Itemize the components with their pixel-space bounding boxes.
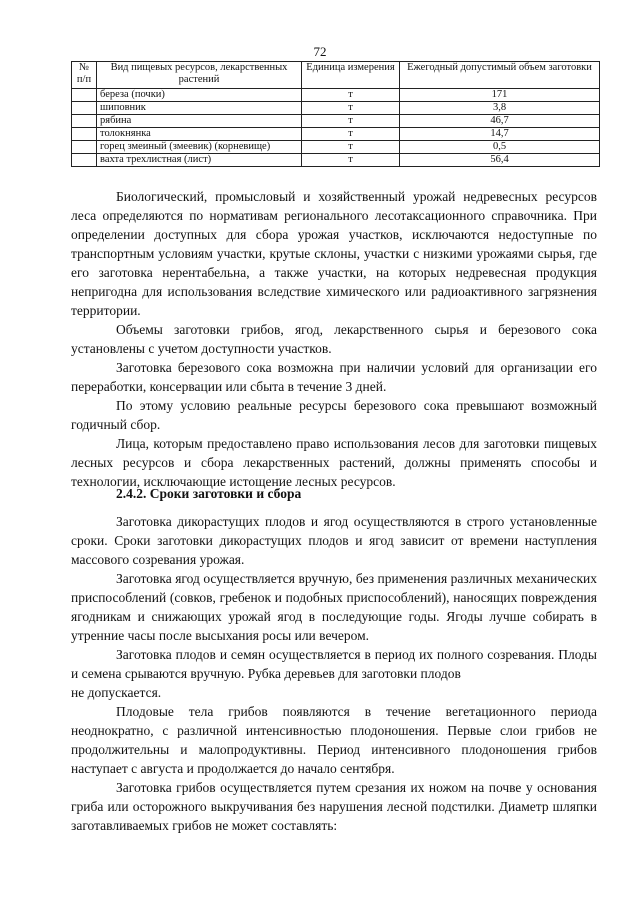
row-number: [72, 141, 97, 154]
paragraph: Заготовка дикорастущих плодов и ягод осуществляются в строго установленные сроки. Сроки заготовки дикорастущих плодов и ягод зависит от времени наступления массового созревания урожая.: [71, 514, 597, 567]
paragraph: Заготовка плодов и семян осуществляется в период их полного созревания. Плоды и семена срываются вручную. Рубка деревьев для заготовки плодов: [71, 647, 597, 681]
unit: т: [302, 102, 400, 115]
annual-volume: 56,4: [400, 154, 600, 167]
row-number: [72, 89, 97, 102]
table-row: [72, 115, 600, 128]
section-heading-block: [71, 484, 597, 503]
resource-name: рябина: [97, 115, 302, 128]
table-header-row: [72, 62, 600, 89]
resources-table: [71, 61, 600, 167]
row-number: [72, 154, 97, 167]
unit: т: [302, 154, 400, 167]
paragraph: Лица, которым предоставлено право использования лесов для заготовки пищевых лесных ресурсов и сбора лекарственных растений, должны применять способы и технологии, исключающие истощение лесных ресурсов.: [71, 436, 597, 489]
paragraph: Плодовые тела грибов появляются в течение вегетационного периода неоднократно, с различной интенсивностью плодоношения. Первые слои грибов не продолжительны и малопродуктивны. Период интенсивного плодоношения грибов наступает с августа и продолжается до начало сентября.: [71, 704, 597, 776]
page-number: 72: [313, 44, 327, 59]
table-row: [72, 102, 600, 115]
paragraph: Заготовка ягод осуществляется вручную, без применения различных механических приспособлений (совков, гребенок и подобных приспособлений), наносящих повреждения ягодникам и снижающих урожай ягод в последующие годы. Ягоды лучше собирать в утренние часы после высыхания росы или вечером.: [71, 571, 597, 643]
paragraph: Заготовка березового сока возможна при наличии условий для организации его переработки, консервации или сбыта в течение 3 дней.: [71, 360, 597, 394]
resource-name: горец змеиный (змеевик) (корневище): [97, 141, 302, 154]
resource-name: береза (почки): [97, 89, 302, 102]
paragraph: По этому условию реальные ресурсы березового сока превышают возможный годичный сбор.: [71, 398, 597, 432]
paragraph: Заготовка грибов осуществляется путем срезания их ножом на почве у основания гриба или осторожного выкручивания без нарушения лесной подстилки. Диаметр шляпки заготавливаемых грибов не может составлять:: [71, 780, 597, 833]
header-number: № п/п: [72, 62, 97, 89]
table-row: [72, 128, 600, 141]
table-row: [72, 141, 600, 154]
row-number: [72, 115, 97, 128]
header-unit: Единица измерения: [302, 62, 400, 89]
unit: т: [302, 89, 400, 102]
table-row: [72, 89, 600, 102]
paragraph: Объемы заготовки грибов, ягод, лекарственного сырья и березового сока установлены с учетом доступности участков.: [71, 322, 597, 356]
annual-volume: 171: [400, 89, 600, 102]
unit: т: [302, 115, 400, 128]
section-heading: 2.4.2. Сроки заготовки и сбора: [116, 486, 302, 501]
paragraph-continuation: не допускается.: [71, 685, 162, 700]
table-row: [72, 154, 600, 167]
body-text-block-1: [71, 187, 597, 491]
resource-name: шиповник: [97, 102, 302, 115]
paragraph: Биологический, промысловый и хозяйственный урожай недревесных ресурсов леса определяются по нормативам регионального лесотаксационного справочника. При определении доступных для сбора урожая участков, исключаются недоступные по транспортным условиям участки, крутые склоны, участки с низкими урожаями сырья, где его заготовка нерентабельна, а также участки, на которых недревесная продукция непригодна для использования вследствие химического или радиоактивного загрязнения территории.: [71, 189, 597, 318]
row-number: [72, 128, 97, 141]
annual-volume: 3,8: [400, 102, 600, 115]
resource-name: вахта трехлистная (лист): [97, 154, 302, 167]
unit: т: [302, 141, 400, 154]
annual-volume: 0,5: [400, 141, 600, 154]
body-text-block-2: [71, 512, 597, 835]
unit: т: [302, 128, 400, 141]
annual-volume: 46,7: [400, 115, 600, 128]
resource-name: толокнянка: [97, 128, 302, 141]
header-annual-volume: Ежегодный допустимый объем заготовки: [400, 62, 600, 89]
header-resource-type: Вид пищевых ресурсов, лекарственных растений: [97, 62, 302, 89]
annual-volume: 14,7: [400, 128, 600, 141]
row-number: [72, 102, 97, 115]
